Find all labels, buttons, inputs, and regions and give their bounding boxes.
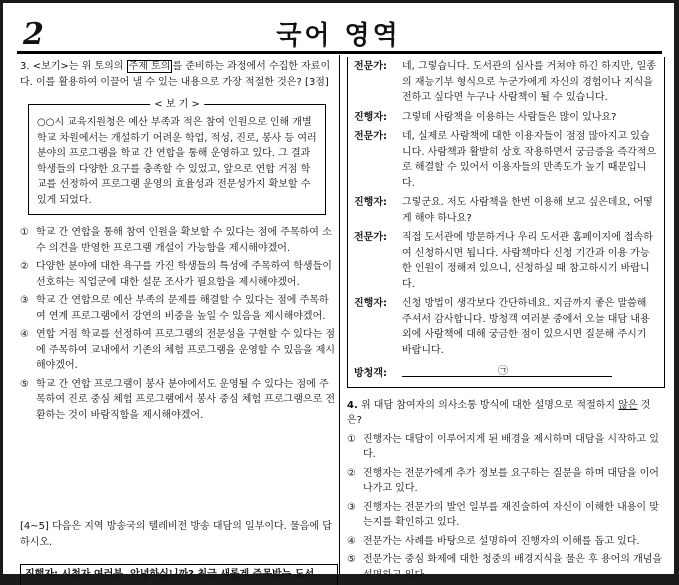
header-rule	[17, 51, 662, 54]
passage-box	[347, 57, 665, 388]
question-4-stem: 4. 위 대담 참여자의 의사소통 방식에 대한 설명으로 적절하지 않은 것은?	[347, 399, 651, 426]
q4-option-1[interactable]: ① 진행자는 대담이 이루어지게 된 배경을 제시하며 대담을 시작하고 있다.	[347, 433, 659, 460]
question-3-stem	[20, 59, 336, 90]
left-column	[20, 57, 336, 550]
q4-option-4[interactable]: ④ 전문가는 사례를 바탕으로 설명하여 진행자의 이해를 돕고 있다.	[347, 535, 640, 547]
dialogue-line: 전문가: 네, 실제로 사람책에 대한 이용자들이 점점 많아지고 있습니다. 사람책과 활발히 상호 작용하면서 궁금증을 즉각적으로 해결할 수 있어서 이용자들의 만족도가 높기 때문입니다.	[354, 131, 657, 189]
q4-option-3[interactable]: ③ 진행자는 전문가의 발언 일부를 재진술하여 자신이 이해한 내용이 맞는지를 확인하고 있다.	[347, 501, 659, 528]
page-header	[3, 3, 674, 53]
column-divider	[339, 55, 340, 574]
q4-option-5[interactable]: ⑤ 전문가는 중심 화제에 대한 청중의 배경지식을 물은 후 용어의 개념을 설명하고 있다.	[347, 554, 663, 581]
question-3-stem-post: 를 준비하는 과정에서 수집한 자료이다. 이를 활용하여 이끌어 낼 수 있는 내용으로 가장 적절한 것은? [3점]	[20, 61, 331, 88]
dialogue-line: 전문가: 직접 도서관에 방문하거나 우리 도서관 홈페이지에 접속하여 신청하시면 됩니다. 사람책마다 신청 기간과 이용 가능한 인원이 정해져 있으니, 신청하실 때 참고하시기 바랍니다.	[354, 232, 653, 290]
audience-blank: ㉠	[402, 366, 612, 377]
question-3-number: 3.	[20, 61, 30, 72]
q3-option-4[interactable]: ④ 연합 거점 학교를 선정하여 프로그램의 전문성을 구현할 수 있다는 점에 주목하여 교내에서 기존의 체험 프로그램을 운영할 수 있음을 제시해야겠어.	[20, 329, 336, 371]
right-column	[347, 57, 665, 583]
bogi-label: < 보 기 >	[150, 97, 204, 113]
q4-option-2[interactable]: ② 진행자는 전문가에게 추가 정보를 요구하는 질문을 하며 대담을 이어나가고 있다.	[347, 467, 659, 494]
page-title: 국어 영역	[276, 21, 401, 51]
dialogue-line: 진행자: 신청 방법이 생각보다 간단하네요. 지금까지 좋은 말씀해 주셔서 감사합니다. 방청객 여러분 중에서 오늘 대담 내용 외에 사람책에 대해 궁금한 점이 있으시면 질문해 주시기 바랍니다.	[354, 298, 650, 356]
page-number: 2	[23, 17, 44, 52]
bogi-text: ○○시 교육지원청은 예산 부족과 적은 참여 인원으로 인해 개별 학교 차원에서는 개설하기 어려운 학업, 적성, 진로, 봉사 등 여러 분야의 프로그램을 학교 간 연합을 통해 운영하고 있다. 그 결과 학생들의 다양한 요구를 충족할 수 있었고, 앞으로 연합 거점 학교를 선정하여 프로그램 운영의 효율성과 전문성가지 확보할 수 있게 되었다.	[37, 117, 317, 206]
passage-intro: [4~5] 다음은 지역 방송국의 텔레비전 방송 대담의 일부이다. 물음에 답하시오.	[20, 521, 332, 548]
bogi-box	[28, 99, 326, 215]
dialogue-line: 전문가: 네, 그렇습니다. 도서관의 심사를 거쳐야 하긴 하지만, 일종의 재능기부 형식으로 누군가에게 자신의 경험이나 지식을 전하고 싶다면 누구나 사람책이 될 수 있습니다.	[354, 61, 656, 103]
question-3-boxed-term: 주제 토의	[128, 61, 171, 72]
q3-option-1[interactable]: ① 학교 간 연합을 통해 참여 인원을 확보할 수 있다는 점에 주목하여 소수 의견을 반영한 프로그램 개설이 가능함을 제시해야겠어.	[20, 227, 332, 254]
q3-option-3[interactable]: ③ 학교 간 연합으로 예산 부족의 문제를 해결할 수 있다는 점에 주목하여 연계 프로그램에서 강연의 비중을 높일 수 있음을 제시해야겠어.	[20, 295, 329, 322]
question-3-stem-pre: <보기>는 위 토의의	[32, 61, 127, 72]
exam-page	[3, 3, 674, 581]
question-4-underlined: 않은	[618, 399, 638, 411]
q3-option-5[interactable]: ⑤ 학교 간 연합 프로그램이 봉사 분야에서도 운영될 수 있다는 점에 주목하여 진로 중심 체험 프로그램에서 봉사 중심 체험 프로그램으로 전환하는 것이 바람직함을 제시해야겠어.	[20, 378, 336, 421]
dialogue-line: 진행자: 그렇군요. 저도 사람책을 한번 이용해 보고 싶은데요, 어떻게 해야 하나요?	[354, 197, 653, 224]
passage-first-line: 진행자: 시청자 여러분, 안녕하십니까? 최근 새롭게 주목받는 도서	[20, 564, 338, 585]
q3-option-2[interactable]: ② 다양한 분야에 대한 욕구를 가진 학생들의 특성에 주목하여 학생들이 선호하는 직업군에 대한 설문 조사가 필요함을 제시해야겠어.	[20, 261, 332, 288]
dialogue-line: 진행자: 그렇데 사람책을 이용하는 사람들은 많이 있나요?	[354, 111, 617, 123]
audience-line: 방청객: ㉠	[354, 366, 658, 383]
